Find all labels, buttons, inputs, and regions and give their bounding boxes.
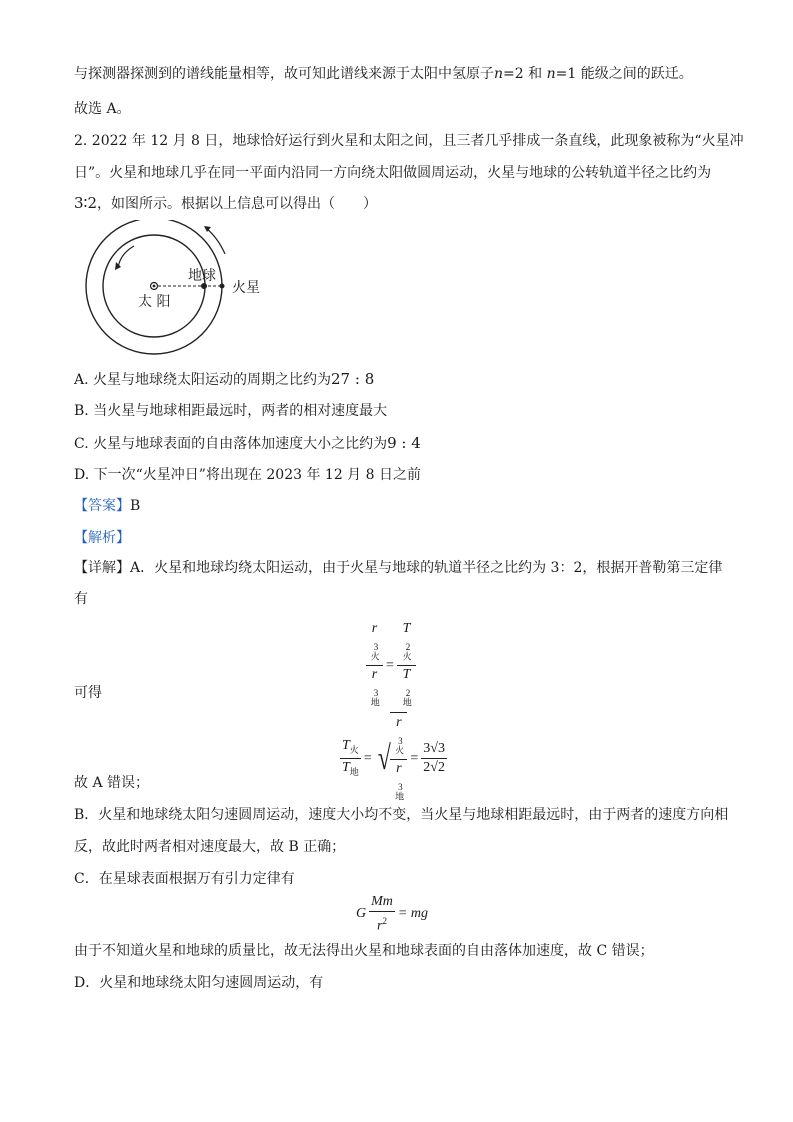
detail-tag: 【详解】 [74, 560, 130, 576]
option-a-text: A. 火星与地球绕太阳运动的周期之比约为 [74, 372, 332, 388]
mars-label: 火星 [232, 280, 260, 296]
question-text: ，如图所示。根据以上信息可以得出（ ） [97, 196, 377, 212]
option-c-text: C. 火星与地球表面的自由落体加速度大小之比约为 [74, 436, 388, 452]
analysis-tag: 【解析】 [74, 530, 130, 546]
fraction-t: $\frac{T_火^2}{T_地^2}$ [397, 620, 416, 712]
fraction-result: $\frac{3√3}{2√2}$ [423, 741, 445, 776]
mars-arrow-icon [206, 228, 225, 254]
text-line-2: 故选 A。 [74, 101, 131, 117]
b-line-2: 反，故此时两者相对速度最大，故 B 正确； [74, 839, 346, 855]
detail-text: A．火星和地球均绕太阳运动，由于火星与地球的轨道半径之比约为 3：2，根据开普勒第三定律 [130, 560, 723, 576]
option-b: B. 当火星与地球相距最远时，两者的相对速度最大 [74, 403, 388, 419]
option-a [74, 369, 374, 390]
orbit-diagram [80, 220, 260, 360]
earth-label: 地球 [188, 268, 216, 284]
option-c [74, 433, 421, 454]
paragraph-text: =2 和 [503, 66, 543, 82]
question-line-3 [74, 193, 377, 214]
question-line-2: 日”。火星和地球几乎在同一平面内沿同一方向绕太阳做圆周运动，火星与地球的公转轨道半径之比约为 [74, 165, 712, 181]
var-n: n [494, 66, 504, 82]
formula-kepler: $\frac{r_火^3}{r_地^3}$ = $\frac{T_火^2}{T_地^2}$ [366, 620, 416, 712]
option-d: D. 下一次“火星冲日”将出现在 2023 年 12 月 8 日之前 [74, 467, 421, 483]
c-line-2: 由于不知道火星和地球的质量比，故无法得出火星和地球表面的自由落体加速度，故 C 错误； [74, 943, 654, 959]
answer-value: B [130, 498, 141, 514]
analysis-tag-line [74, 528, 130, 548]
option-c-value: 9 : 4 [387, 434, 421, 452]
ratio: 3∶2 [74, 194, 97, 212]
b-line-1: B．火星和地球绕太阳匀速圆周运动，速度大小均不变，当火星与地球相距最远时，由于两者的速度方向相 [74, 807, 729, 823]
fraction-period: $\frac{T_火}{T_地}$ [342, 737, 359, 778]
earth-arrowhead-icon [115, 262, 121, 270]
sun-label: 太 阳 [138, 294, 171, 310]
paragraph-text: =1 能级之间的跃迁。 [555, 66, 693, 82]
answer-tag: 【答案】 [74, 498, 130, 514]
sun-core [153, 285, 156, 288]
fraction-r: $\frac{r_火^3}{r_地^3}$ [366, 620, 383, 712]
formula-gravity: G $\frac{Mm}{r^2}$ = mg [356, 894, 428, 934]
kede-line: 可得 [74, 685, 102, 701]
earth-arrow-icon [118, 246, 134, 268]
option-a-value: 27 : 8 [331, 370, 375, 388]
a-wrong-line: 故 A 错误； [74, 775, 150, 791]
text-line-1 [74, 64, 693, 84]
d-line-1: D．火星和地球绕太阳匀速圆周运动，有 [74, 975, 324, 991]
fraction-gravity: $\frac{Mm}{r^2}$ [371, 894, 393, 934]
detail-line-1 [74, 558, 722, 578]
paragraph-text: 与探测器探测到的谱线能量相等，故可知此谱线来源于太阳中氢原子 [74, 66, 494, 82]
question-line-1: 2. 2022 年 12 月 8 日，地球恰好运行到火星和太阳之间，且三者几乎排成一条直线，此现象被称为“火星冲 [74, 133, 744, 149]
detail-line-2: 有 [74, 591, 88, 607]
c-line-1: C．在星球表面根据万有引力定律有 [74, 871, 295, 887]
var-n: n [546, 66, 556, 82]
sqrt-icon: √ [377, 739, 391, 777]
answer-line [74, 496, 140, 516]
formula-period-ratio: $\frac{T_火}{T_地}$ = √ $\frac{r_火^3}{r_地^3}$ = $\frac{3√3}{2√2}$ [340, 712, 447, 806]
mars-dot [220, 284, 225, 289]
